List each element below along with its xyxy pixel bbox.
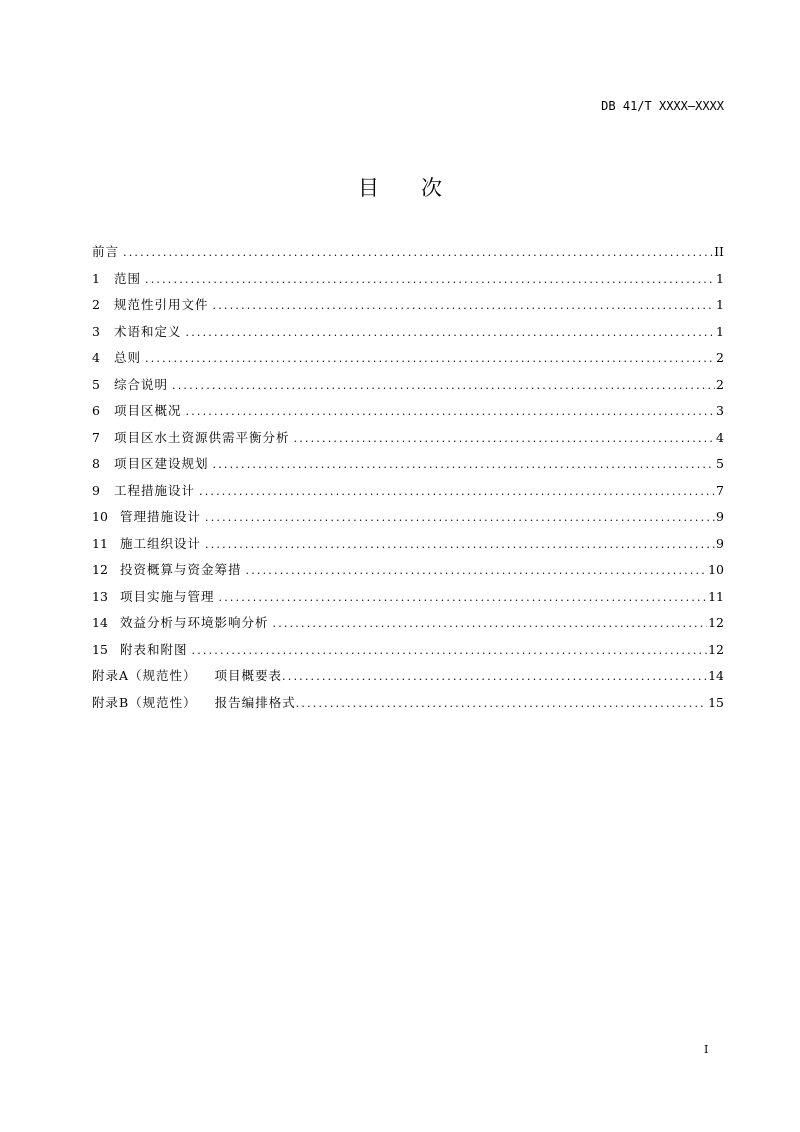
toc-entry-number: 13 bbox=[92, 588, 108, 604]
toc-entry-label: 工程措施设计 bbox=[114, 482, 196, 498]
appendix-prefix: 附录B（规范性） bbox=[92, 694, 197, 710]
toc-entry-label: 项目区水土资源供需平衡分析 bbox=[114, 429, 290, 445]
toc-entry-number: 10 bbox=[92, 509, 108, 524]
toc-title bbox=[0, 172, 800, 202]
toc-entry-15[interactable] bbox=[92, 640, 724, 667]
toc-entry-2[interactable] bbox=[92, 295, 724, 322]
toc-entry-14[interactable] bbox=[92, 613, 724, 640]
toc-entry-number: 3 bbox=[92, 323, 100, 339]
toc-entry-label: 项目实施与管理 bbox=[120, 588, 215, 604]
toc-entry-label: 投资概算与资金筹措 bbox=[120, 562, 242, 577]
toc-dot-leader bbox=[199, 482, 715, 502]
toc-dot-leader bbox=[186, 323, 716, 343]
toc-entry-9[interactable] bbox=[92, 481, 724, 508]
toc-entry-page: 1 bbox=[716, 323, 724, 339]
toc-entry-page: 4 bbox=[716, 429, 724, 445]
toc-dot-leader bbox=[192, 641, 708, 661]
toc-dot-leader bbox=[145, 349, 715, 369]
toc-entry-page: 3 bbox=[716, 403, 724, 418]
toc-entry-label: 术语和定义 bbox=[114, 323, 182, 339]
toc-entry-10[interactable] bbox=[92, 507, 724, 534]
toc-entry-appendix-a[interactable] bbox=[92, 666, 724, 693]
toc-dot-leader bbox=[186, 402, 716, 422]
toc-dot-leader bbox=[282, 667, 707, 687]
toc-dot-leader bbox=[213, 455, 716, 475]
toc-entry-page: 12 bbox=[708, 615, 724, 630]
toc-dot-leader bbox=[213, 296, 716, 316]
toc-entry-page: 7 bbox=[716, 482, 724, 498]
toc-dot-leader bbox=[172, 376, 715, 396]
toc-dot-leader bbox=[123, 243, 713, 263]
toc-dot-leader bbox=[296, 694, 707, 714]
toc-entry-page: 11 bbox=[708, 588, 724, 604]
toc-entry-label: 附表和附图 bbox=[120, 641, 188, 657]
appendix-prefix: 附录A（规范性） bbox=[92, 668, 197, 683]
page-number: I bbox=[704, 1043, 709, 1056]
toc-entry-page: 9 bbox=[716, 535, 724, 551]
toc-entry-number: 14 bbox=[92, 615, 108, 630]
toc-entry-4[interactable] bbox=[92, 348, 724, 375]
toc-entry-number: 2 bbox=[92, 297, 100, 312]
toc-dot-leader bbox=[219, 588, 708, 608]
toc-entry-page: 1 bbox=[716, 270, 724, 286]
appendix-title: 报告编排格式 bbox=[214, 694, 296, 710]
toc-entry-label: 施工组织设计 bbox=[120, 535, 202, 551]
toc-entry-number: 9 bbox=[92, 482, 100, 498]
document-code: DB 41/T XXXX—XXXX bbox=[601, 99, 724, 113]
toc-entry-page: 1 bbox=[716, 297, 724, 312]
toc-entry-6[interactable] bbox=[92, 401, 724, 428]
toc-entry-appendix-b[interactable] bbox=[92, 693, 724, 720]
toc-entry-3[interactable] bbox=[92, 322, 724, 349]
table-of-contents bbox=[92, 242, 724, 719]
toc-entry-label: 综合说明 bbox=[114, 376, 169, 392]
toc-entry-label: 效益分析与环境影响分析 bbox=[120, 615, 269, 630]
toc-dot-leader bbox=[205, 508, 715, 528]
toc-entry-number: 7 bbox=[92, 429, 100, 445]
toc-entry-12[interactable] bbox=[92, 560, 724, 587]
toc-entry-page: 5 bbox=[716, 456, 724, 471]
toc-entry-page: 10 bbox=[708, 562, 724, 577]
toc-entry-number: 15 bbox=[92, 641, 108, 657]
toc-title-char-1: 目 bbox=[358, 176, 379, 200]
toc-entry-number: 5 bbox=[92, 376, 100, 392]
toc-dot-leader bbox=[273, 614, 708, 634]
toc-entry-1[interactable] bbox=[92, 269, 724, 296]
toc-entry-label: 项目区建设规划 bbox=[114, 456, 209, 471]
toc-appendix-label bbox=[92, 666, 282, 686]
toc-entry-5[interactable] bbox=[92, 375, 724, 402]
appendix-title: 项目概要表 bbox=[214, 668, 283, 683]
toc-dot-leader bbox=[205, 535, 715, 555]
toc-entry-page: 2 bbox=[716, 376, 724, 392]
toc-entry-label: 总则 bbox=[114, 350, 142, 365]
toc-entry-page: 15 bbox=[708, 694, 724, 710]
toc-entry-label: 管理措施设计 bbox=[120, 509, 202, 524]
toc-appendix-label bbox=[92, 693, 296, 713]
toc-entry-11[interactable] bbox=[92, 534, 724, 561]
toc-entry-page: 2 bbox=[716, 350, 724, 365]
toc-entry-page: II bbox=[714, 244, 724, 259]
toc-title-char-2: 次 bbox=[421, 176, 442, 200]
toc-entry-number: 6 bbox=[92, 403, 100, 418]
toc-entry-7[interactable] bbox=[92, 428, 724, 455]
toc-entry-8[interactable] bbox=[92, 454, 724, 481]
toc-entry-number: 12 bbox=[92, 562, 108, 577]
toc-entry-label: 前言 bbox=[92, 244, 120, 259]
toc-entry-label: 项目区概况 bbox=[114, 403, 182, 418]
toc-entry-label: 范围 bbox=[114, 270, 142, 286]
toc-entry-number: 1 bbox=[92, 270, 100, 286]
toc-entry-number: 11 bbox=[92, 535, 108, 551]
toc-entry-page: 12 bbox=[708, 641, 724, 657]
toc-dot-leader bbox=[145, 270, 715, 290]
toc-dot-leader bbox=[246, 561, 708, 581]
toc-entry-page: 14 bbox=[708, 668, 724, 683]
toc-entry-number: 8 bbox=[92, 456, 100, 471]
toc-entry-13[interactable] bbox=[92, 587, 724, 614]
toc-entry-label: 规范性引用文件 bbox=[114, 297, 209, 312]
toc-dot-leader bbox=[294, 429, 716, 449]
toc-entry-foreword[interactable] bbox=[92, 242, 724, 269]
toc-entry-page: 9 bbox=[716, 509, 724, 524]
toc-entry-number: 4 bbox=[92, 350, 100, 365]
